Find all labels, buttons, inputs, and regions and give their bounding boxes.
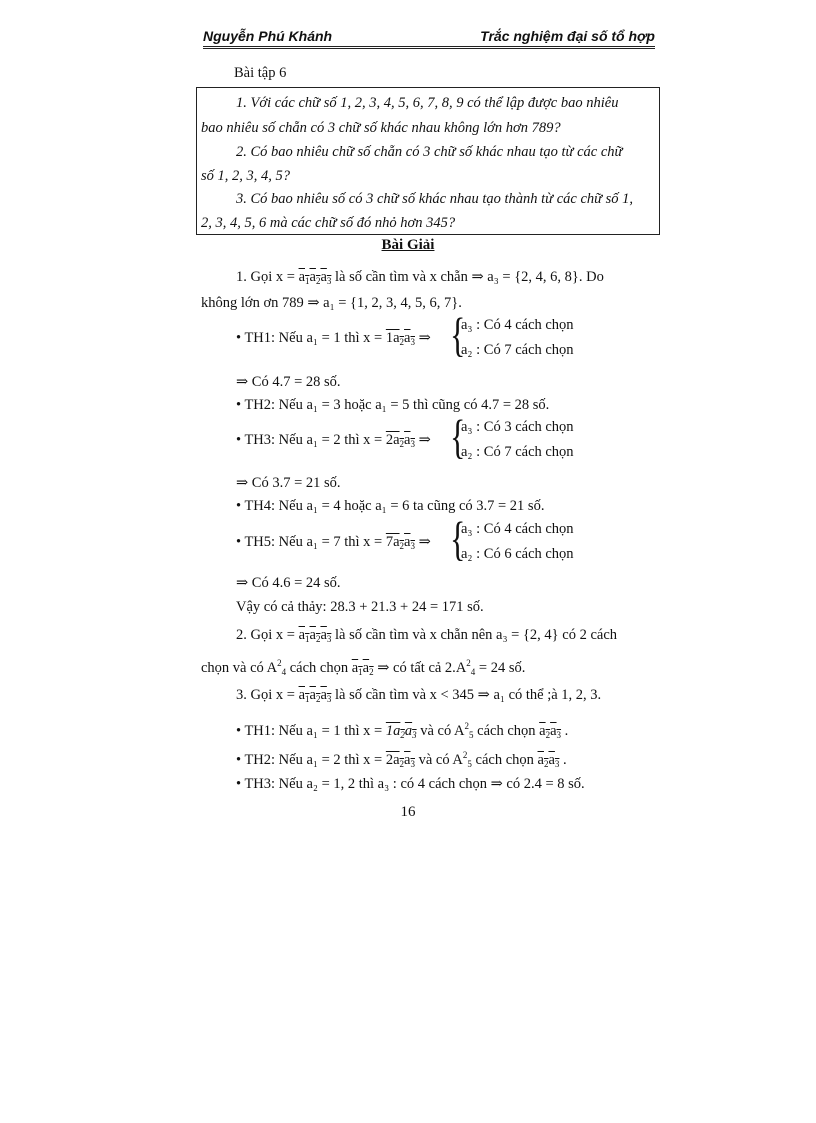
problem-3-line-2: 2, 3, 4, 5, 6 mà các chữ số đó nhỏ hơn 345?	[201, 215, 456, 231]
header-title: Trắc nghiệm đại số tổ hợp	[480, 28, 655, 44]
s1-th5-case-2: a₂ : Có 6 cách chọn	[461, 546, 574, 562]
s1-line-a: 1. Gọi $x = a_1a_2a_3$ là số cần tìm và x chẵn ⇒ a₃ = {2, 4, 6, 8}. Do	[236, 269, 604, 286]
page-number: 16	[400, 804, 416, 820]
s1-result-5: ⇒ Có 4.6 = 24 số.	[236, 575, 341, 591]
problem-1-line-2: bao nhiêu số chẵn có 3 chữ số khác nhau không lớn hơn 789?	[201, 120, 561, 136]
s2-line-a: 2. Gọi $x = a_1a_2a_3$ là số cần tìm và x chẵn nên a₃ = {2, 4} có 2 cách	[236, 627, 618, 644]
number-notation: $a_1a_2a_3$	[298, 269, 332, 286]
s1-th1-case-1: a₃ : Có 4 cách chọn	[461, 317, 574, 333]
problem-3-line-1: 3. Có bao nhiêu số có 3 chữ số khác nhau tạo thành từ các chữ số 1,	[236, 191, 634, 207]
s3-th1: • TH1: Nếu a₁ = 1 thì $x = 1a_2a_3$ và có $A^2_5$ cách chọn $a_2a_3$ .	[236, 721, 569, 740]
s1-th3-case-1: a₃ : Có 3 cách chọn	[461, 419, 574, 435]
s1-th5: • TH5: Nếu a₁ = 7 thì $x = 7a_2a_3$ ⇒	[236, 534, 431, 551]
s1-th2: • TH2: Nếu a₁ = 3 hoặc a₁ = 5 thì cũng có 4.7 = 28 số.	[236, 397, 550, 413]
header-author: Nguyễn Phú Khánh	[203, 28, 333, 44]
brace: {	[450, 409, 466, 463]
s1-th5-case-1: a₃ : Có 4 cách chọn	[461, 521, 574, 537]
s1-th3: • TH3: Nếu a₁ = 2 thì $x = 2a_2a_3$ ⇒	[236, 432, 431, 449]
brace: {	[450, 307, 466, 361]
s1-th1: • TH1: Nếu a₁ = 1 thì $x = 1a_2a_3$ ⇒	[236, 330, 431, 347]
s1-th3-case-2: a₂ : Có 7 cách chọn	[461, 444, 574, 460]
s3-th3: • TH3: Nếu a₂ = 1, 2 thì a₃ : có 4 cách chọn ⇒ có 2.4 = 8 số.	[236, 776, 585, 792]
s1-th4: • TH4: Nếu a₁ = 4 hoặc a₁ = 6 ta cũng có 3.7 = 21 số.	[236, 498, 545, 514]
s2-line-b: chọn và có $A^2_4$ cách chọn $a_1a_2$ ⇒ có tất cả $2.A^2_4 = 24$ số.	[201, 658, 526, 677]
problem-1-line-1: 1. Với các chữ số 1, 2, 3, 4, 5, 6, 7, 8, 9 có thể lập được bao nhiêu	[236, 95, 619, 111]
problem-2-line-1: 2. Có bao nhiêu chữ số chẵn có 3 chữ số khác nhau tạo từ các chữ	[236, 144, 623, 160]
page-header	[203, 28, 655, 49]
problem-2-line-2: số 1, 2, 3, 4, 5?	[201, 168, 291, 184]
s1-line-b: không lớn ơn 789 ⇒ a₁ = {1, 2, 3, 4, 5, 6, 7}.	[201, 295, 462, 311]
s1-th1-case-2: a₂ : Có 7 cách chọn	[461, 342, 574, 358]
exercise-title: Bài tập 6	[234, 65, 287, 81]
s1-result-3: ⇒ Có 3.7 = 21 số.	[236, 475, 341, 491]
s3-line-a: 3. Gọi $x = a_1a_2a_3$ là số cần tìm và x < 345 ⇒ a₁ có thể ;à 1, 2, 3.	[236, 687, 602, 704]
s1-result-1: ⇒ Có 4.7 = 28 số.	[236, 374, 341, 390]
solution-title: Bài Giải	[381, 237, 435, 253]
brace: {	[450, 511, 466, 565]
s1-total: Vậy có cả thảy: 28.3 + 21.3 + 24 = 171 số.	[236, 599, 484, 615]
s3-th2: • TH2: Nếu a₁ = 2 thì $x = 2a_2a_3$ và có $A^2_5$ cách chọn $a_2a_3$ .	[236, 750, 567, 769]
